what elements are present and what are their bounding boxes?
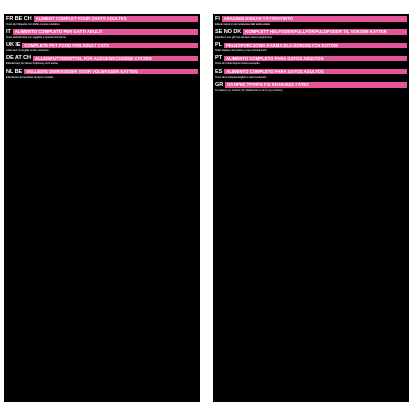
country-code: DE AT CH <box>6 55 31 62</box>
country-code: NL BE <box>6 68 23 75</box>
section-header <box>215 55 407 61</box>
country-code: UK IE <box>6 42 21 49</box>
country-code: FR BE CH <box>6 16 32 22</box>
language-section <box>213 40 409 52</box>
section-header <box>6 29 198 35</box>
language-section <box>213 27 409 39</box>
section-header <box>6 16 198 22</box>
right-panel <box>213 14 409 402</box>
section-header <box>215 82 407 88</box>
country-code: SE NO DK <box>215 29 242 36</box>
country-code: GR <box>215 81 224 88</box>
language-section <box>213 14 409 26</box>
section-body-text: Texto do rótulo ilegível nesta resolução. <box>215 62 261 66</box>
section-header <box>6 55 198 61</box>
section-header <box>215 29 407 35</box>
language-section <box>4 40 200 52</box>
section-body-text: Etikettens text går inte att läsa i denna upplösning. <box>215 36 273 40</box>
section-title-bar: ALIMENTO COMPLETO PER GATTI ADULTI <box>13 29 198 35</box>
section-title-bar: ALIMENTO COMPLETO PARA GATOS ADULTOS <box>224 56 407 62</box>
section-title-bar: PEŁNOPORCJOWA KARMA DLA DOROSŁYCH KOTÓW <box>224 43 407 49</box>
section-header <box>215 69 407 75</box>
section-body-text: Etikettentext bei dieser Auflösung nicht lesbar. <box>6 62 59 66</box>
language-section <box>4 53 200 65</box>
section-header <box>215 42 407 48</box>
section-body-text: Label text not legible at this resolution. <box>6 49 50 53</box>
section-body-text: Tekst etykiety nieczytelny w tej rozdzielczości. <box>215 49 268 53</box>
section-header <box>6 69 198 75</box>
section-header <box>6 42 198 48</box>
language-section <box>213 80 409 92</box>
section-title-bar: KOMPLETT HELFODER/FULLFÔR/FULDFODER TIL VOKSNE KATTER <box>243 29 407 35</box>
section-body-text: Το κείμενο της ετικέτας δεν διαβάζεται σε αυτή την ανάλυση. <box>215 88 284 92</box>
section-title-bar: ALIMENT COMPLET POUR CHATS ADULTES <box>34 16 198 22</box>
language-section <box>4 27 200 39</box>
language-section <box>213 67 409 79</box>
country-code: PL <box>215 42 222 49</box>
section-body-text: Etikettekst niet leesbaar bij deze resolutie. <box>6 75 54 79</box>
section-title-bar: VOLLEDIG DIERVOEDER VOOR VOLWASSEN KATTEN <box>24 69 198 75</box>
section-body-text: Texte de l'étiquette non lisible à cette résolution. <box>6 23 61 26</box>
country-code: FI <box>215 16 220 22</box>
section-title-bar: ALIMENTO COMPLETO PARA GATOS ADULTOS <box>224 69 407 75</box>
section-title-bar: AIKUISEN KISSAN TÄYSRAVINTO <box>222 16 407 22</box>
section-body-text: Etiketin teksti ei ole luettavissa tällä tarkkuudella. <box>215 23 271 26</box>
section-body-text: Testo dell'etichetta non leggibile a questa risoluzione. <box>6 36 67 40</box>
section-title-bar: ΠΛΉΡΗΣ ΤΡΟΦΉ ΓΙΑ ΕΝΉΛΙΚΕΣ ΓΆΤΕΣ <box>225 82 407 88</box>
section-title-bar: ALLEINFUTTERMITTEL FÜR AUSGEWACHSENE KATZEN <box>33 56 198 62</box>
section-body-text: Texto de la etiqueta ilegible a esta resolución. <box>215 75 267 79</box>
language-section <box>213 53 409 65</box>
left-panel <box>4 14 200 402</box>
country-code: PT <box>215 55 222 62</box>
language-section <box>4 14 200 26</box>
language-section <box>4 67 200 79</box>
country-code: IT <box>6 29 11 36</box>
section-header <box>215 16 407 22</box>
country-code: ES <box>215 68 223 75</box>
section-title-bar: COMPLETE PET FOOD FOR ADULT CATS <box>22 43 198 49</box>
